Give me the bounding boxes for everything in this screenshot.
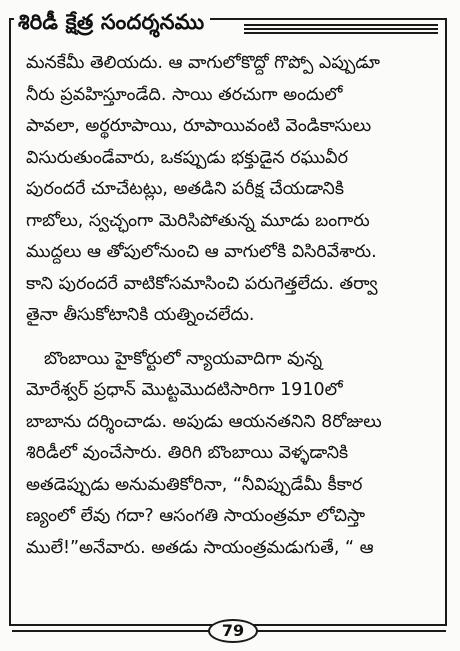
- text-line: తైనా తీసుకోటానికి యత్నించలేదు.: [26, 305, 255, 325]
- text-line: విసురుతుండేవారు, ఒకప్పుడు భక్తుడైన రఘువీర: [26, 147, 348, 168]
- footer-rule-right: [256, 630, 446, 632]
- page-number: 79: [208, 619, 258, 643]
- running-header-title: శిరిడీ క్షేత్ర సందర్శనము: [14, 10, 210, 34]
- body-text: [26, 48, 438, 564]
- text-line: నీరు ప్రవహిస్తూండేది. సాయి తరచుగా అందులో: [26, 84, 343, 105]
- text-line: ముద్దలు ఆ తోపులోనుంచి ఆ వాగులోకి విసిరివేశారు.: [26, 242, 377, 262]
- text-line: పురందరే చూచేటట్లు, అతడిని పరీక్ష చేయడానికి: [26, 179, 344, 199]
- paragraph: [26, 344, 438, 565]
- text-line: బాబాను దర్శించాడు. అపుడు ఆయనతనిని 8రోజులు: [26, 411, 382, 432]
- text-line: మోరేశ్వర్ ప్రధాన్ మొట్టమొదటిసారిగా 1910లో: [26, 380, 343, 400]
- text-line: పావలా, అర్థరూపాయి, రూపాయివంటి వెండికాసులు: [26, 116, 372, 136]
- text-line: అతడెప్పుడు అనుమతికోరినా, “నీవిప్పుడేమీ కీకార: [26, 474, 363, 495]
- text-line: ణ్యంలో లేవు గదా? ఆసంగతి సాయంత్రమా లోచిస్తా: [26, 506, 366, 526]
- text-line: బొంబాయి హైకోర్టులో న్యాయవాదిగా వున్న: [44, 348, 323, 369]
- text-line: కాని పురందరే వాటికోసమాసించి పరుగెత్తలేదు. తర్వా: [26, 273, 378, 294]
- text-line: గాబోలు, స్వచ్ఛంగా మెరిసిపోతున్న మూడు బంగారు: [26, 210, 370, 231]
- text-line: ములే!”అనేవారు. అతడు సాయంత్రమడుగుతే, “ ఆ: [26, 537, 374, 558]
- text-line: శిరిడీలో వుంచేసారు. తిరిగి బొంబాయి వెళ్ళడానికి: [26, 443, 349, 463]
- text-line: మనకేమీ తెలియదు. ఆ వాగులోకొద్దో గొప్పో ఎప్పుడూ: [26, 53, 380, 73]
- paragraph: [26, 48, 438, 332]
- footer-rule-left: [12, 630, 210, 632]
- header-rule-lines: [244, 24, 438, 34]
